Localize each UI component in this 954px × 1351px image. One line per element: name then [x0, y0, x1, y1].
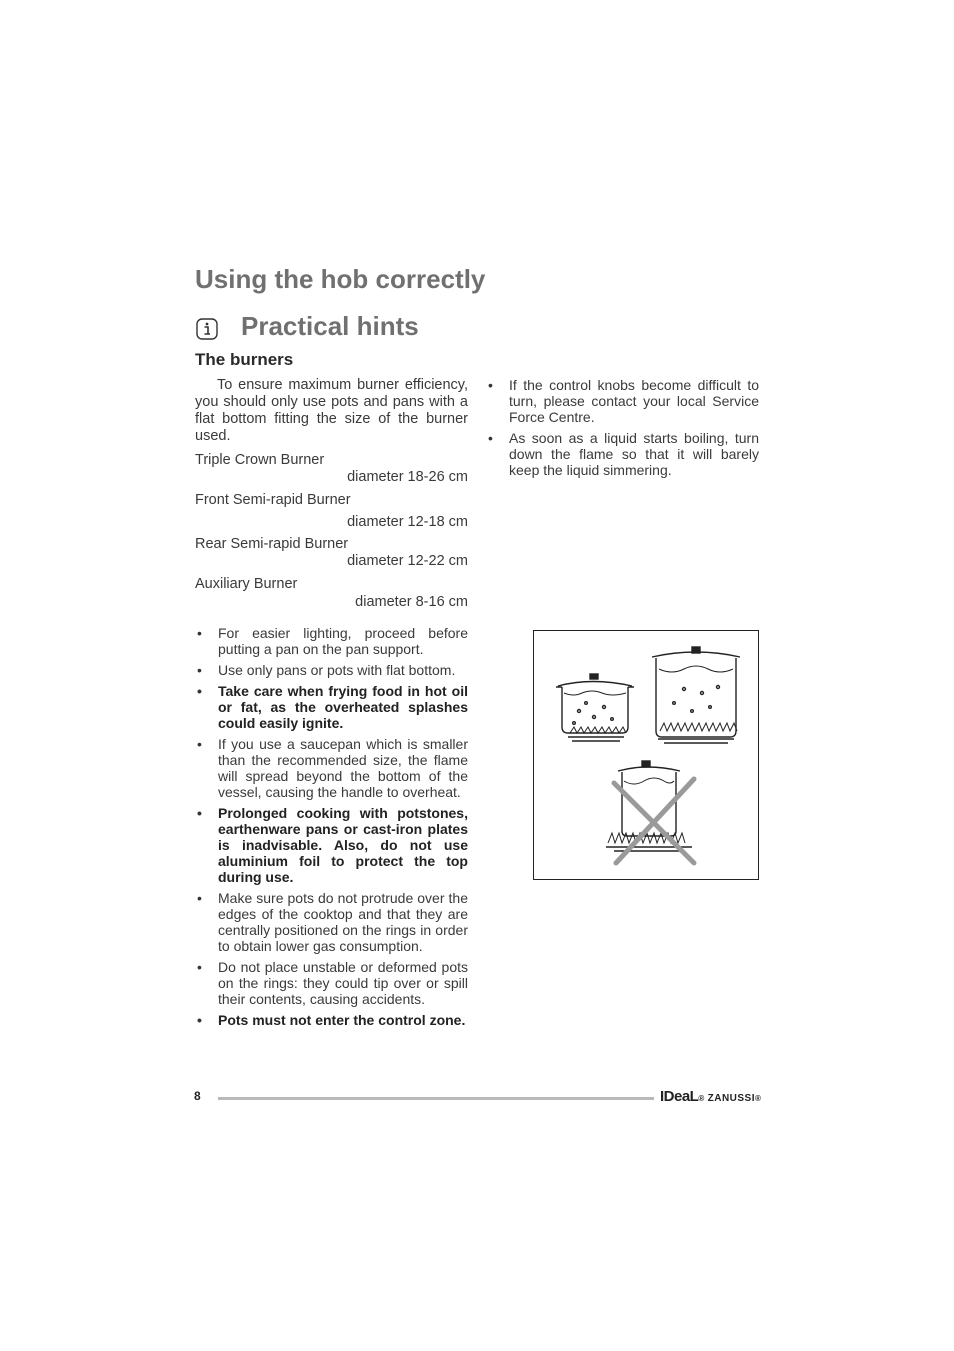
correct-large-pot-illustration — [652, 647, 740, 743]
burner-diameter: diameter 12-22 cm — [347, 553, 468, 569]
hint-item: • For easier lighting, proceed before putting a pan on the pan support. — [195, 625, 468, 657]
burner-diameter: diameter 12-18 cm — [347, 514, 468, 530]
hint-item: • Make sure pots do not protrude over the edges of the cooktop and that they are centrally positioned on the rings in order to obtain lower gas consumption. — [195, 890, 468, 954]
burner-diameter: diameter 18-26 cm — [347, 469, 468, 485]
incorrect-pot-illustration — [606, 761, 692, 851]
pots-on-burners-illustration — [533, 630, 759, 880]
burner-item — [195, 452, 468, 486]
burner-name: Auxiliary Burner — [195, 576, 298, 592]
burner-item — [195, 576, 468, 611]
brand-zanussi: ZANUSSI — [707, 1093, 756, 1104]
brand-ideal: IDeaL — [660, 1088, 699, 1105]
hint-item-warning: • Take care when frying food in hot oil or fat, as the overheated splashes could easily ignite. — [195, 683, 468, 731]
burner-name: Triple Crown Burner — [195, 452, 325, 468]
hint-item: • As soon as a liquid starts boiling, turn down the flame so that it will barely keep the liquid simmering. — [486, 430, 759, 478]
footer-rule — [218, 1097, 654, 1100]
subsection-title: The burners — [195, 350, 294, 369]
hint-item-warning: • Pots must not enter the control zone. — [195, 1012, 468, 1028]
section-title: Practical hints — [241, 311, 419, 341]
hints-list-left — [195, 625, 468, 1033]
intro-paragraph: To ensure maximum burner efficiency, you should only use pots and pans with a flat bottom fitting the size of the burner used. — [195, 377, 468, 444]
burner-diameter: diameter 8-16 cm — [355, 594, 468, 610]
page-number: 8 — [194, 1089, 201, 1103]
correct-small-pot-illustration — [556, 674, 634, 741]
hints-list-right — [486, 377, 759, 483]
hint-item: • Use only pans or pots with flat bottom. — [195, 662, 468, 678]
hint-item: • Do not place unstable or deformed pots on the rings: they could tip over or spill their contents, causing accidents. — [195, 959, 468, 1007]
info-icon — [196, 318, 218, 340]
hint-item: • If the control knobs become difficult to turn, please contact your local Service Force Centre. — [486, 377, 759, 425]
burner-name: Front Semi-rapid Burner — [195, 492, 351, 508]
burner-item — [195, 536, 468, 570]
burner-item — [195, 492, 468, 531]
brand-logo: IDeaL® ZANUSSI® — [660, 1088, 761, 1105]
hint-item-warning: • Prolonged cooking with potstones, earthenware pans or cast-iron plates is inadvisable. Also, do not use aluminium foil to protect the top during use. — [195, 805, 468, 885]
page-title: Using the hob correctly — [195, 264, 486, 294]
burner-name: Rear Semi-rapid Burner — [195, 536, 349, 552]
hint-item: • If you use a saucepan which is smaller than the recommended size, the flame will spread beyond the bottom of the vessel, causing the handle to overheat. — [195, 736, 468, 800]
